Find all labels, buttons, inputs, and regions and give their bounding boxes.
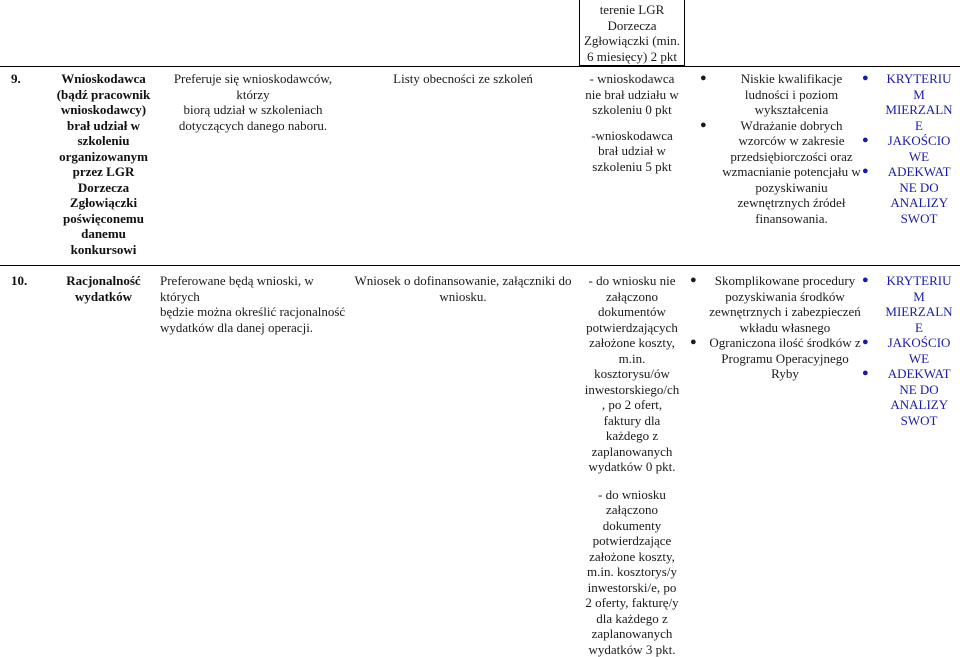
list-item (862, 71, 958, 133)
row-number: 9. (11, 71, 21, 87)
text-line: Preferowane będą wnioski, w których (160, 273, 355, 304)
bullet-icon: ● (690, 335, 697, 351)
text-line: M (913, 87, 925, 102)
verification-source (350, 71, 576, 87)
text-line: Racjonalność (50, 273, 157, 289)
justification-list (862, 71, 958, 226)
text-line: 6 miesięcy) 2 pkt (581, 49, 683, 65)
problems-list (690, 273, 862, 382)
text-line: 2 oferty, fakturę/y (578, 595, 686, 611)
text-line: Dorzecza (581, 18, 683, 34)
list-item (700, 71, 865, 118)
text-line: potwierdzające (578, 533, 686, 549)
text-line: założone koszty, (578, 335, 686, 351)
text-line: wniosku. (350, 289, 576, 305)
text-line: zewnętrznych i (709, 304, 788, 319)
bullet-icon: ● (862, 335, 869, 351)
text-line: JAKOŚCIO (888, 133, 951, 148)
text-line: wykształcenia (755, 102, 829, 117)
text-line: Ryby (771, 366, 799, 381)
criterion-description (150, 273, 355, 335)
problems-list (700, 71, 865, 226)
text-line: Wnioskodawca (50, 71, 157, 87)
list-item (862, 164, 958, 226)
text-line: Wdrażanie dobrych (740, 118, 842, 133)
criterion-description (158, 71, 348, 133)
text-line: KRYTERIU (887, 273, 952, 288)
text-line: Zgłowiączki (min. (581, 33, 683, 49)
text-line: E (915, 118, 923, 133)
text-line: zaplanowanych (578, 626, 686, 642)
scoring-rules (578, 273, 686, 657)
text-line: będzie można określić racjonalność (160, 304, 355, 320)
text-line: własnego (781, 320, 830, 335)
table-border (0, 265, 960, 266)
text-line: (bądź pracownik (50, 87, 157, 103)
text-line: WE (909, 351, 929, 366)
list-item (862, 335, 958, 366)
text-line: Skomplikowane procedury (715, 273, 855, 288)
bullet-icon: ● (700, 118, 707, 134)
criterion-name (50, 71, 157, 257)
text-line: MIERZALN (885, 102, 952, 117)
text-line: KRYTERIU (887, 71, 952, 86)
text-line: E (915, 320, 923, 335)
text-line: załączono (578, 502, 686, 518)
text-line: - wnioskodawca (580, 71, 684, 87)
text-line: ANALIZY (890, 397, 947, 412)
text-line: organizowanym (50, 149, 157, 165)
text-line: wnioskodawcy) (50, 102, 157, 118)
table-border (0, 66, 960, 67)
text-line: przedsiębiorczości oraz (730, 149, 852, 164)
text-line: terenie LGR (581, 2, 683, 18)
text-line: założone koszty, (578, 549, 686, 565)
text-line: każdego z (578, 428, 686, 444)
row-number: 10. (11, 273, 27, 289)
text-line: wydatków 0 pkt. (578, 459, 686, 475)
text-line: z Programu Operacyjnego (721, 335, 860, 366)
text-line: inwestorskiego/ch (578, 382, 686, 398)
text-line: , po 2 ofert, (578, 397, 686, 413)
text-line: ANALIZY (890, 195, 947, 210)
text-line: -wnioskodawca (580, 128, 684, 144)
list-item (862, 366, 958, 428)
text-line: brał udział w (50, 118, 157, 134)
text-line: SWOT (901, 413, 938, 428)
list-item (862, 273, 958, 335)
text-line: szkoleniu 5 pkt (580, 159, 684, 175)
text-line: finansowania. (755, 211, 828, 226)
text-line: przez LGR (50, 164, 157, 180)
text-line: dokumenty (578, 518, 686, 534)
text-line: poświęconemu (50, 211, 157, 227)
text-line: SWOT (901, 211, 938, 226)
text-line: Wniosek o dofinansowanie, załączniki do (350, 273, 576, 289)
text-line: załączono (578, 289, 686, 305)
text-line: wydatków (50, 289, 157, 305)
text-line: NE DO (899, 180, 938, 195)
text-line: danemu (50, 226, 157, 242)
text-line: dokumentów (578, 304, 686, 320)
text-line: zabezpieczeń wkładu (740, 304, 861, 335)
list-item (690, 273, 862, 335)
text-line: dla każdego z (578, 611, 686, 627)
text-line: NE DO (899, 382, 938, 397)
text-line: M (913, 289, 925, 304)
text-line: dotyczących danego naboru. (158, 118, 348, 134)
text-line: szkoleniu (50, 133, 157, 149)
bullet-icon: ● (700, 71, 707, 87)
text-line: pozyskiwania środków (725, 289, 845, 304)
text-line: szkoleniu 0 pkt (580, 102, 684, 118)
text-line: wzmacnianie potencjału w (722, 164, 861, 179)
text-line: inwestorski/e, po (578, 580, 686, 596)
text-line: m.in. (578, 351, 686, 367)
list-item (700, 118, 865, 227)
text-line: zaplanowanych (578, 444, 686, 460)
text-line: Dorzecza (50, 180, 157, 196)
text-line: kosztorysu/ów (578, 366, 686, 382)
scoring-rules (580, 71, 684, 174)
text-line: Zgłowiączki (50, 195, 157, 211)
bullet-icon: ● (862, 133, 869, 149)
verification-source (350, 273, 576, 304)
bullet-icon: ● (690, 273, 697, 289)
text-line: faktury dla (578, 413, 686, 429)
text-line: wydatków 3 pkt. (578, 642, 686, 657)
text-line: ADEKWAT (888, 366, 951, 381)
text-line: zewnętrznych źródeł (738, 195, 846, 210)
bullet-icon: ● (862, 273, 869, 289)
text-line: - do wniosku nie (578, 273, 686, 289)
text-line: Ograniczona ilość środków (709, 335, 851, 350)
text-line: JAKOŚCIO (888, 335, 951, 350)
criterion-name (50, 273, 157, 304)
table-border (579, 0, 580, 66)
text-line: ludności i poziom (745, 87, 838, 102)
text-line: ADEKWAT (888, 164, 951, 179)
previous-row-fragment (581, 2, 683, 64)
text-line: wydatków dla danej operacji. (160, 320, 355, 336)
text-line: konkursowi (50, 242, 157, 258)
list-item (862, 133, 958, 164)
text-line: Preferuje się wnioskodawców, którzy (158, 71, 348, 102)
text-line: wzorców w zakresie (738, 133, 844, 148)
text-line: potwierdzających (578, 320, 686, 336)
text-line: - do wniosku (578, 487, 686, 503)
justification-list (862, 273, 958, 428)
bullet-icon: ● (862, 366, 869, 382)
list-item (690, 335, 862, 382)
bullet-icon: ● (862, 164, 869, 180)
table-border (684, 0, 685, 66)
text-line: Niskie kwalifikacje (741, 71, 842, 86)
text-line: WE (909, 149, 929, 164)
text-line: Listy obecności ze szkoleń (350, 71, 576, 87)
bullet-icon: ● (862, 71, 869, 87)
text-line: biorą udział w szkoleniach (158, 102, 348, 118)
text-line: nie brał udziału w (580, 87, 684, 103)
text-line: brał udział w (580, 143, 684, 159)
text-line: MIERZALN (885, 304, 952, 319)
text-line: pozyskiwaniu (755, 180, 827, 195)
text-line: m.in. kosztorys/y (578, 564, 686, 580)
